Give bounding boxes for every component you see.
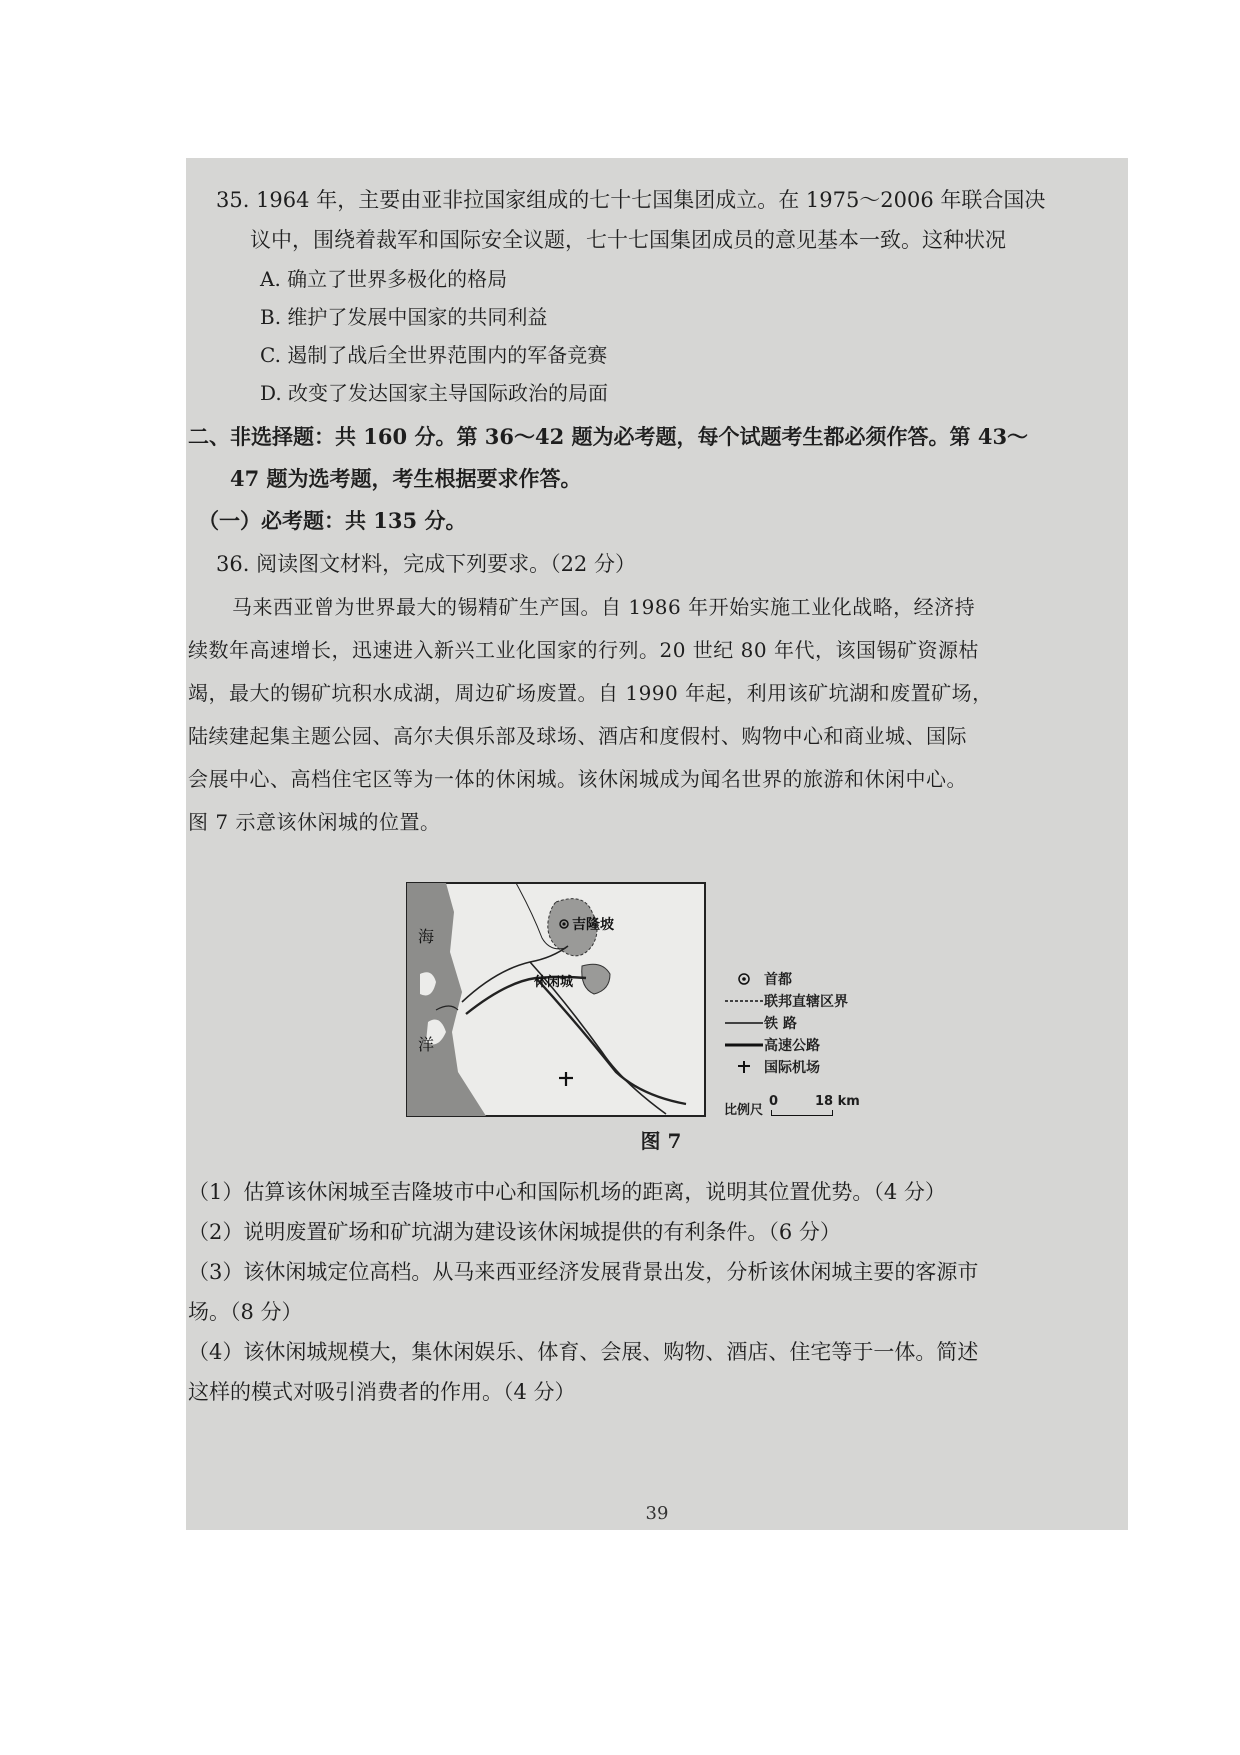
q35-option-a: A. 确立了世界多极化的格局 <box>260 267 508 291</box>
q36-subquestions <box>188 1172 1108 1412</box>
subquestion-4: （4）该休闲城规模大，集休闲娱乐、体育、会展、购物、酒店、住宅等于一体。简述 <box>188 1340 979 1364</box>
passage-line: 陆续建起集主题公园、高尔夫俱乐部及球场、酒店和度假村、购物中心和商业城、国际 <box>188 724 967 748</box>
airport-icon <box>724 1060 764 1074</box>
q35-stem-line1: 35. 1964 年，主要由亚非拉国家组成的七十七国集团成立。在 1975～2006 年联合国决 <box>216 188 1046 212</box>
subquestion-2: （2）说明废置矿场和矿坑湖为建设该休闲城提供的有利条件。（6 分） <box>188 1220 841 1244</box>
scale-distance: 18 km <box>815 1094 860 1109</box>
highway-line-icon <box>724 1041 764 1049</box>
boundary-line-icon <box>724 997 764 1005</box>
page-content <box>188 180 1106 1404</box>
map-scale <box>724 1094 860 1118</box>
map-legend <box>724 968 884 1078</box>
location-map <box>406 882 706 1117</box>
legend-item-boundary <box>724 990 884 1012</box>
subquestion-3-cont: 场。（8 分） <box>188 1300 303 1324</box>
section-2-header <box>188 416 1106 542</box>
legend-item-capital <box>724 968 884 990</box>
section2-sub1: （一）必考题：共 135 分。 <box>198 508 467 533</box>
passage-line: 会展中心、高档住宅区等为一体的休闲城。该休闲城成为闻名世界的旅游和休闲中心。 <box>188 767 967 791</box>
legend-item-airport <box>724 1056 884 1078</box>
subquestion-1: （1）估算该休闲城至吉隆坡市中心和国际机场的距离，说明其位置优势。（4 分） <box>188 1180 946 1204</box>
scale-label: 比例尺 <box>724 1103 764 1118</box>
legend-item-highway <box>724 1034 884 1056</box>
figure-caption: 图 7 <box>640 1129 682 1153</box>
sea-label-2: 洋 <box>418 1035 435 1054</box>
q35-option-d: D. 改变了发达国家主导国际政治的局面 <box>260 381 609 405</box>
subquestion-4-cont: 这样的模式对吸引消费者的作用。（4 分） <box>188 1380 576 1404</box>
capital-icon <box>724 972 764 986</box>
q35-option-c: C. 遏制了战后全世界范围内的军备竞赛 <box>260 343 608 367</box>
section2-line1: 二、非选择题：共 160 分。第 36～42 题为必考题，每个试题考生都必须作答。第 43～ <box>188 424 1029 449</box>
legend-label: 联邦直辖区界 <box>764 994 848 1010</box>
figure-7 <box>406 882 886 1142</box>
legend-item-railway <box>724 1012 884 1034</box>
page-number: 39 <box>645 1503 669 1524</box>
legend-label: 首都 <box>764 972 792 988</box>
q35-stem-line2: 议中，围绕着裁军和国际安全议题，七十七国集团成员的意见基本一致。这种状况 <box>250 228 1006 252</box>
passage-line: 马来西亚曾为世界最大的锡精矿生产国。自 1986 年开始实施工业化战略，经济持 <box>232 595 976 619</box>
passage-line: 续数年高速增长，迅速进入新兴工业化国家的行列。20 世纪 80 年代，该国锡矿资源枯 <box>188 638 979 662</box>
scale-zero: 0 <box>769 1094 779 1109</box>
scale-bar <box>769 1094 860 1118</box>
question-35 <box>216 180 1106 412</box>
q36-heading: 36. 阅读图文材料，完成下列要求。（22 分） <box>216 552 636 576</box>
legend-label: 高速公路 <box>764 1038 820 1054</box>
q35-option-b: B. 维护了发展中国家的共同利益 <box>260 305 548 329</box>
legend-label: 国际机场 <box>764 1060 820 1076</box>
subquestion-3: （3）该休闲城定位高档。从马来西亚经济发展背景出发，分析该休闲城主要的客源市 <box>188 1260 979 1284</box>
section2-line2: 47 题为选考题，考生根据要求作答。 <box>230 466 582 491</box>
railway-line-icon <box>724 1019 764 1027</box>
legend-label: 铁 路 <box>764 1016 797 1032</box>
capital-label: 吉隆坡 <box>572 917 614 933</box>
passage-line: 图 7 示意该休闲城的位置。 <box>188 810 441 834</box>
leisure-city-label: 休闲城 <box>534 975 574 990</box>
passage-line: 竭，最大的锡矿坑积水成湖，周边矿场废置。自 1990 年起，利用该矿坑湖和废置矿场， <box>188 681 993 705</box>
exam-page <box>186 158 1128 1530</box>
sea-label-1: 海 <box>418 927 435 946</box>
question-36 <box>188 542 1106 844</box>
q36-passage <box>188 586 1106 844</box>
